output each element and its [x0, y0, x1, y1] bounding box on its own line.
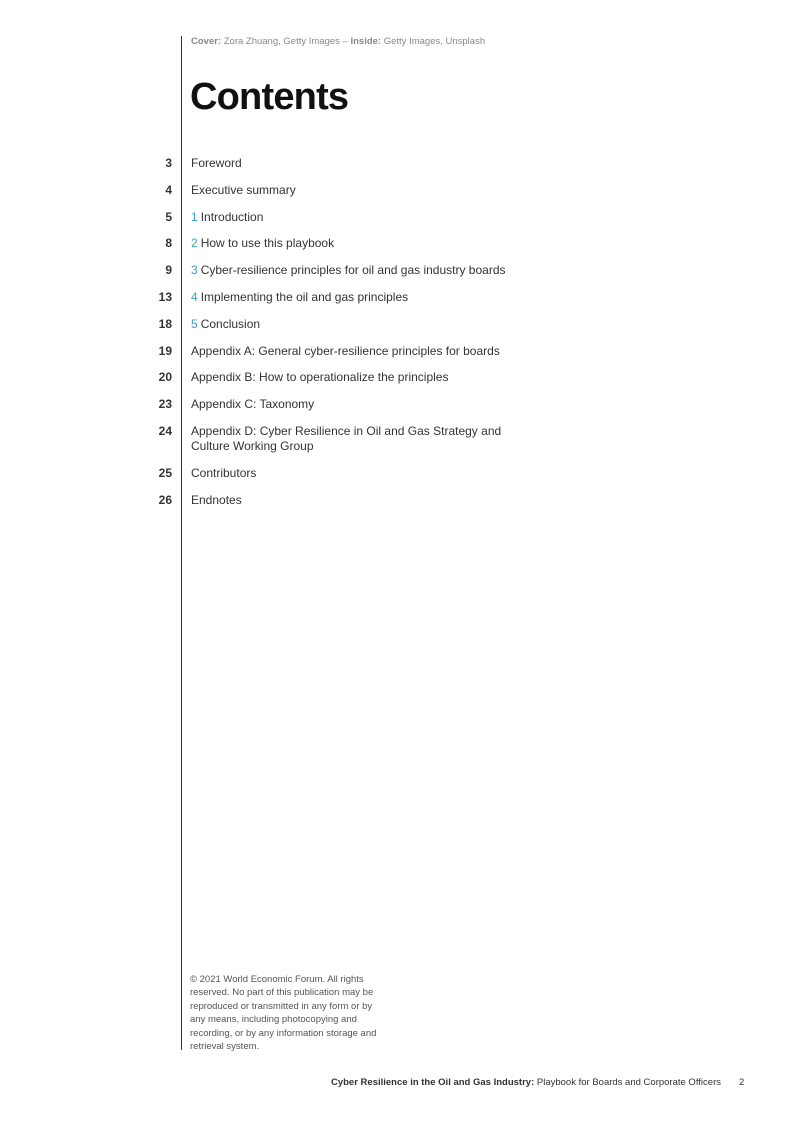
- toc-entry-title: [191, 424, 511, 454]
- toc-section-number: 3: [191, 263, 198, 278]
- toc-entry-title: [191, 263, 511, 278]
- toc-entry-label: Appendix B: How to operationalize the principles: [191, 370, 449, 385]
- toc-entry-title: [191, 344, 511, 359]
- toc-entry-contributors[interactable]: [0, 466, 793, 493]
- toc-entry-appendix-d[interactable]: [0, 424, 793, 466]
- toc-entry-title: [191, 183, 511, 198]
- toc-entry-appendix-b[interactable]: [0, 370, 793, 397]
- toc-page-number: 5: [165, 209, 172, 224]
- toc-page-number: 19: [158, 343, 172, 358]
- toc-page-number: 18: [158, 316, 172, 331]
- toc-page-number: 4: [165, 182, 172, 197]
- toc-entry-title: [191, 397, 511, 412]
- toc-page-number: 20: [158, 370, 172, 385]
- table-of-contents: [0, 156, 793, 520]
- toc-entry-title: [191, 156, 511, 171]
- toc-entry-label: Foreword: [191, 156, 242, 170]
- toc-entry-title: [191, 317, 511, 332]
- toc-entry-introduction[interactable]: [0, 210, 793, 237]
- toc-entry-executive-summary[interactable]: [0, 183, 793, 210]
- toc-entry-appendix-c[interactable]: [0, 397, 793, 424]
- page-number: 2: [739, 1077, 745, 1088]
- toc-entry-title: [191, 210, 511, 225]
- toc-entry-label: Appendix D: Cyber Resilience in Oil and Gas Strategy and Culture Working Group: [191, 423, 502, 453]
- cover-credit-text: Zora Zhuang, Getty Images –: [223, 36, 348, 47]
- toc-entry-title: [191, 466, 511, 481]
- footer-title: Cyber Resilience in the Oil and Gas Industry:: [330, 1077, 535, 1088]
- toc-page-number: 24: [158, 423, 172, 438]
- toc-entry-title: [191, 290, 511, 305]
- toc-page-number: 3: [165, 156, 172, 170]
- toc-entry-label: Conclusion: [200, 316, 261, 331]
- toc-section-number: 5: [191, 316, 198, 331]
- toc-entry-label: Introduction: [200, 209, 264, 224]
- toc-entry-label: Cyber-resilience principles for oil and gas industry boards: [200, 263, 506, 278]
- toc-entry-endnotes[interactable]: [0, 493, 793, 520]
- toc-section-number: 4: [191, 289, 198, 304]
- toc-entry-appendix-a[interactable]: [0, 344, 793, 371]
- toc-section-number: 1: [191, 209, 198, 224]
- toc-page-number: 26: [158, 492, 172, 507]
- toc-entry-label: Appendix A: General cyber-resilience principles for boards: [191, 343, 500, 358]
- toc-entry-principles[interactable]: [0, 263, 793, 290]
- inside-credit-label: Inside:: [350, 36, 382, 47]
- toc-entry-label: Contributors: [191, 465, 257, 480]
- toc-entry-label: How to use this playbook: [200, 236, 335, 251]
- page-title: Contents: [190, 76, 349, 118]
- toc-entry-how-to-use[interactable]: [0, 236, 793, 263]
- toc-entry-label: Implementing the oil and gas principles: [200, 289, 409, 304]
- toc-entry-label: Appendix C: Taxonomy: [191, 397, 315, 412]
- toc-section-number: 2: [191, 236, 198, 251]
- toc-entry-conclusion[interactable]: [0, 317, 793, 344]
- toc-entry-title: [191, 370, 511, 385]
- cover-credit-label: Cover:: [191, 36, 222, 47]
- toc-entry-title: [191, 493, 511, 508]
- toc-page-number: 9: [165, 263, 172, 278]
- toc-page-number: 13: [158, 289, 172, 304]
- photo-credits: [191, 36, 485, 47]
- toc-entry-implementing[interactable]: [0, 290, 793, 317]
- toc-page-number: 23: [158, 397, 172, 412]
- toc-entry-label: Endnotes: [191, 492, 242, 507]
- inside-credit-text: Getty Images, Unsplash: [383, 36, 486, 47]
- copyright-notice: © 2021 World Economic Forum. All rights reserved. No part of this publication may be reproduced or transmitted in any form or by any means, including photocopying and recording, or by any information storage and retrieval system.: [190, 974, 377, 1053]
- toc-page-number: 25: [158, 465, 172, 480]
- toc-entry-foreword[interactable]: [0, 156, 793, 183]
- footer-subtitle: Playbook for Boards and Corporate Officers: [536, 1077, 721, 1088]
- toc-entry-title: [191, 236, 511, 251]
- toc-page-number: 8: [165, 236, 172, 251]
- running-footer: [331, 1077, 721, 1088]
- toc-entry-label: Executive summary: [191, 182, 296, 197]
